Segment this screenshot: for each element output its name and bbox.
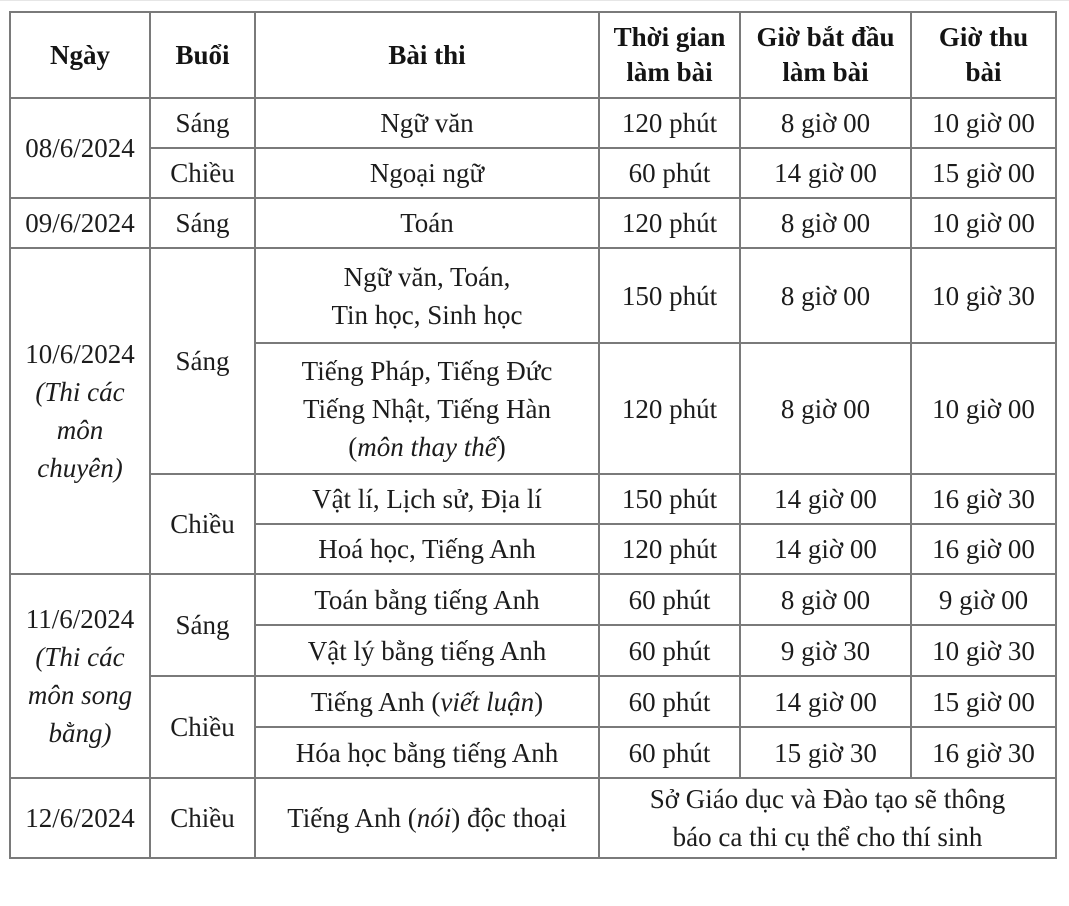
- header-session: Buổi: [150, 12, 255, 98]
- exam-cell: Toán: [255, 198, 599, 248]
- duration-cell: 120 phút: [599, 524, 740, 574]
- header-start-time: [740, 12, 911, 98]
- exam-cell: [255, 676, 599, 727]
- date-note-line: môn: [56, 415, 104, 445]
- date-note-line: bằng): [48, 718, 112, 748]
- exam-schedule-table: [9, 11, 1057, 859]
- end-time-cell: 16 giờ 30: [911, 727, 1056, 778]
- session-cell: Sáng: [150, 198, 255, 248]
- exam-paren-close: ): [496, 431, 506, 462]
- table-row: [10, 248, 1056, 343]
- header-end-line2: bài: [965, 57, 1002, 87]
- start-time-cell: 8 giờ 00: [740, 343, 911, 474]
- exam-italic-note: môn thay thế: [357, 431, 497, 462]
- table-row: [10, 778, 1056, 858]
- duration-cell: 120 phút: [599, 343, 740, 474]
- start-time-cell: 15 giờ 30: [740, 727, 911, 778]
- date-cell: [10, 574, 150, 778]
- table-row: [10, 676, 1056, 727]
- exam-cell: Hóa học bằng tiếng Anh: [255, 727, 599, 778]
- session-cell: Sáng: [150, 574, 255, 676]
- duration-cell: 60 phút: [599, 625, 740, 676]
- header-end-time: [911, 12, 1056, 98]
- exam-cell: Ngữ văn: [255, 98, 599, 148]
- date-cell: 12/6/2024: [10, 778, 150, 858]
- start-time-cell: 8 giờ 00: [740, 198, 911, 248]
- top-divider: [0, 0, 1069, 1]
- duration-cell: 150 phút: [599, 474, 740, 524]
- header-exam: Bài thi: [255, 12, 599, 98]
- start-time-cell: 14 giờ 00: [740, 148, 911, 198]
- exam-suffix: ) độc thoại: [451, 803, 567, 833]
- note-line: báo ca thi cụ thể cho thí sinh: [672, 822, 983, 852]
- date-value: 11/6/2024: [25, 604, 135, 634]
- exam-prefix: Tiếng Anh (: [310, 686, 441, 717]
- end-time-cell: 10 giờ 00: [911, 343, 1056, 474]
- end-time-cell: 15 giờ 00: [911, 676, 1056, 727]
- start-time-cell: 8 giờ 00: [740, 574, 911, 625]
- exam-line: Ngữ văn, Toán,: [343, 261, 511, 292]
- note-line: Sở Giáo dục và Đào tạo sẽ thông: [649, 784, 1006, 814]
- start-time-cell: 14 giờ 00: [740, 676, 911, 727]
- duration-cell: 120 phút: [599, 198, 740, 248]
- session-cell: Chiều: [150, 676, 255, 778]
- table-row: [10, 98, 1056, 148]
- duration-cell: 120 phút: [599, 98, 740, 148]
- header-date: Ngày: [10, 12, 150, 98]
- header-duration: [599, 12, 740, 98]
- start-time-cell: 14 giờ 00: [740, 474, 911, 524]
- exam-cell: Ngoại ngữ: [255, 148, 599, 198]
- exam-suffix: ): [534, 686, 544, 717]
- end-time-cell: 16 giờ 00: [911, 524, 1056, 574]
- end-time-cell: 9 giờ 00: [911, 574, 1056, 625]
- table-row: [10, 474, 1056, 524]
- exam-italic-note: nói: [416, 803, 452, 833]
- duration-cell: 150 phút: [599, 248, 740, 343]
- exam-line: Tin học, Sinh học: [331, 299, 523, 330]
- end-time-cell: 16 giờ 30: [911, 474, 1056, 524]
- session-cell: Sáng: [150, 98, 255, 148]
- header-start-line2: làm bài: [782, 57, 869, 87]
- exam-cell: Vật lý bằng tiếng Anh: [255, 625, 599, 676]
- header-end-line1: Giờ thu: [938, 22, 1029, 52]
- start-time-cell: 8 giờ 00: [740, 248, 911, 343]
- date-note-line: (Thi các: [35, 642, 125, 672]
- session-cell: Chiều: [150, 778, 255, 858]
- date-note-line: (Thi các: [35, 377, 125, 407]
- date-cell: [10, 248, 150, 574]
- duration-cell: 60 phút: [599, 148, 740, 198]
- table-row: [10, 148, 1056, 198]
- start-time-cell: 14 giờ 00: [740, 524, 911, 574]
- exam-cell: [255, 343, 599, 474]
- duration-cell: 60 phút: [599, 676, 740, 727]
- header-start-line1: Giờ bắt đầu: [756, 22, 895, 52]
- date-value: 10/6/2024: [25, 339, 135, 369]
- exam-line: Tiếng Nhật, Tiếng Hàn: [302, 393, 552, 424]
- merged-note-cell: [599, 778, 1056, 858]
- table-row: [10, 574, 1056, 625]
- end-time-cell: 10 giờ 30: [911, 625, 1056, 676]
- header-duration-line1: Thời gian: [613, 22, 726, 52]
- date-cell: 09/6/2024: [10, 198, 150, 248]
- exam-cell: [255, 778, 599, 858]
- exam-italic-note: viết luận: [440, 686, 535, 717]
- session-cell: Sáng: [150, 248, 255, 474]
- header-row: [10, 12, 1056, 98]
- end-time-cell: 10 giờ 00: [911, 198, 1056, 248]
- exam-cell: Hoá học, Tiếng Anh: [255, 524, 599, 574]
- date-note-line: môn song: [27, 680, 133, 710]
- end-time-cell: 15 giờ 00: [911, 148, 1056, 198]
- session-cell: Chiều: [150, 474, 255, 574]
- session-cell: Chiều: [150, 148, 255, 198]
- date-cell: 08/6/2024: [10, 98, 150, 198]
- duration-cell: 60 phút: [599, 727, 740, 778]
- exam-prefix: Tiếng Anh (: [287, 803, 417, 833]
- header-duration-line2: làm bài: [626, 57, 713, 87]
- table-row: [10, 198, 1056, 248]
- end-time-cell: 10 giờ 30: [911, 248, 1056, 343]
- exam-cell: Vật lí, Lịch sử, Địa lí: [255, 474, 599, 524]
- duration-cell: 60 phút: [599, 574, 740, 625]
- end-time-cell: 10 giờ 00: [911, 98, 1056, 148]
- start-time-cell: 9 giờ 30: [740, 625, 911, 676]
- exam-cell: Toán bằng tiếng Anh: [255, 574, 599, 625]
- exam-cell: [255, 248, 599, 343]
- date-note-line: chuyên): [37, 453, 123, 483]
- start-time-cell: 8 giờ 00: [740, 98, 911, 148]
- exam-paren-open: (: [348, 431, 358, 462]
- exam-line: Tiếng Pháp, Tiếng Đức: [301, 355, 553, 386]
